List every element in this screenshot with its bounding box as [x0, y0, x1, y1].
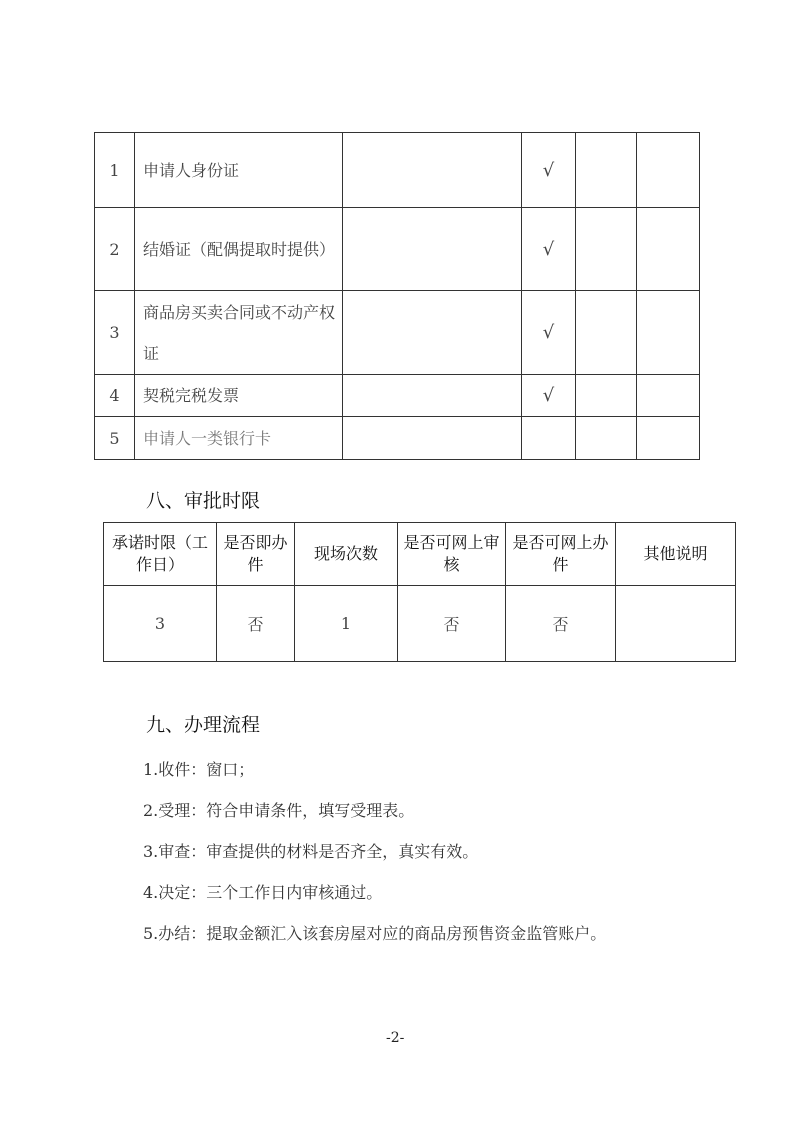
table-row	[95, 291, 700, 375]
material-name: 申请人身份证	[135, 133, 343, 208]
empty-cell	[637, 133, 700, 208]
header-cell: 承诺时限（工作日）	[104, 523, 217, 586]
row-number: 2	[95, 208, 135, 291]
value-cell	[616, 586, 736, 662]
value-cell: 否	[506, 586, 616, 662]
value-cell: 1	[295, 586, 398, 662]
header-cell: 其他说明	[616, 523, 736, 586]
row-number: 5	[95, 417, 135, 460]
empty-cell	[576, 291, 637, 375]
empty-cell	[637, 417, 700, 460]
table-row	[95, 133, 700, 208]
empty-cell	[637, 208, 700, 291]
material-name: 商品房买卖合同或不动产权证	[135, 291, 343, 375]
empty-cell	[576, 208, 637, 291]
row-number: 1	[95, 133, 135, 208]
process-step: 1.收件：窗口；	[143, 760, 255, 779]
material-name: 结婚证（配偶提取时提供）	[135, 208, 343, 291]
approval-time-table	[103, 522, 736, 662]
materials-table	[94, 132, 700, 460]
check-mark: √	[522, 133, 576, 208]
row-number: 4	[95, 375, 135, 417]
value-row	[104, 586, 736, 662]
header-cell: 是否即办件	[217, 523, 295, 586]
process-step: 4.决定：三个工作日内审核通过。	[143, 883, 383, 902]
empty-cell	[637, 375, 700, 417]
value-cell: 否	[217, 586, 295, 662]
empty-cell	[576, 133, 637, 208]
process-step: 2.受理：符合申请条件，填写受理表。	[143, 801, 415, 820]
check-mark: √	[522, 375, 576, 417]
empty-cell	[576, 417, 637, 460]
material-name: 契税完税发票	[135, 375, 343, 417]
section-8-title: 八、审批时限	[146, 490, 261, 512]
process-step: 3.审查：审查提供的材料是否齐全，真实有效。	[143, 842, 479, 861]
section-9-title: 九、办理流程	[146, 714, 261, 736]
value-cell: 3	[104, 586, 217, 662]
empty-cell	[576, 375, 637, 417]
check-mark: √	[522, 291, 576, 375]
header-cell: 现场次数	[295, 523, 398, 586]
material-name: 申请人一类银行卡	[135, 417, 343, 460]
check-mark	[522, 417, 576, 460]
empty-cell	[343, 133, 522, 208]
check-mark: √	[522, 208, 576, 291]
table-row	[95, 208, 700, 291]
page-number: -2-	[386, 1030, 405, 1046]
value-cell: 否	[398, 586, 506, 662]
header-cell: 是否可网上办件	[506, 523, 616, 586]
table-row	[95, 417, 700, 460]
process-step: 5.办结：提取金额汇入该套房屋对应的商品房预售资金监管账户。	[143, 924, 607, 943]
empty-cell	[637, 291, 700, 375]
header-cell: 是否可网上审核	[398, 523, 506, 586]
empty-cell	[343, 291, 522, 375]
row-number: 3	[95, 291, 135, 375]
empty-cell	[343, 417, 522, 460]
table-row	[95, 375, 700, 417]
empty-cell	[343, 375, 522, 417]
empty-cell	[343, 208, 522, 291]
header-row	[104, 523, 736, 586]
